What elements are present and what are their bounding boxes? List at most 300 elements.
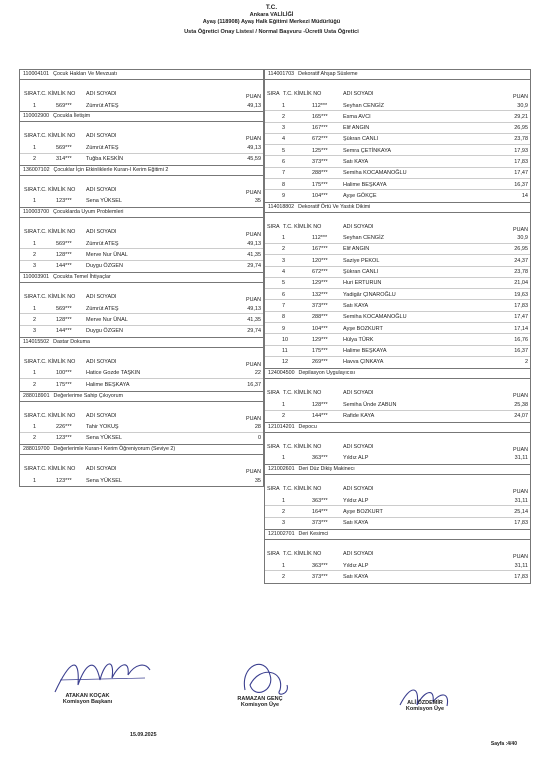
column-header-name: ADI SOYADI [343,486,374,493]
score: 31,11 [514,455,528,462]
tc-id: 144*** [56,263,72,270]
person-name: Seyhan CENGİZ [343,102,384,109]
document-header [0,4,543,36]
column-header-sira: SIRA [24,186,37,193]
table-row [265,495,530,506]
table-row [265,111,530,122]
score: 30,9 [517,235,528,242]
course-name: Çocukta Temel İhtiyaçlar [53,274,111,281]
tc-id: 129*** [312,336,328,343]
column-header-tc: T.C. KİMLİK NO [283,486,322,493]
person-name: Elif ANGIN [343,246,370,253]
score: 17,83 [514,573,528,580]
tc-id: 128*** [56,316,72,323]
person-name: Duygu ÖZGEN [86,328,123,335]
tc-id: 167*** [312,125,328,132]
column-header-sira: SIRA [24,91,37,97]
signature-block-2 [215,696,305,708]
course-name: Dekoratif Örtü Ve Yastık Dikimi [298,203,371,210]
score: 49,13 [247,102,261,109]
course-code: 136007102 [23,166,50,173]
score: 26,95 [514,246,528,253]
column-header-tc: T.C. KİMLİK NO [37,466,76,473]
table-row [265,518,530,529]
row-number: 7 [282,302,286,309]
column-header-tc: T.C. KİMLİK NO [283,551,322,558]
column-header-name: ADI SOYADI [86,358,117,365]
table-row [265,255,530,266]
person-name: Semra ÇETİNKAYA [343,147,392,154]
course-name: Dekoratif Ahşap Süsleme [298,71,358,77]
table-row [20,314,263,325]
tc-id: 373*** [312,158,328,165]
tc-id: 144*** [56,328,72,335]
person-name: Ayşe BOZKURT [343,325,383,332]
person-name: Şükran CANLI [343,136,379,143]
table-row [265,453,530,464]
course-title [265,369,530,379]
tc-id: 128*** [56,251,72,258]
column-header-sira: SIRA [24,133,37,140]
person-name: Sena YÜKSEL [86,477,122,484]
score: 23,78 [514,269,528,276]
score: 35 [254,198,261,205]
signatory-name: RAMAZAN GENÇ [237,696,283,702]
column-header-tc: T.C. KİMLİK NO [283,443,322,450]
table-header [265,385,530,399]
right-column [264,69,531,584]
table-row [20,261,263,272]
left-column [19,69,264,487]
table-row [265,571,530,582]
score: 17,47 [514,314,528,321]
row-number: 2 [282,246,286,253]
score: 21,04 [514,280,528,287]
column-header-name: ADI SOYADI [343,91,374,97]
table-row [20,196,263,207]
course-title [265,530,530,540]
tc-id: 269*** [312,359,328,366]
header-line-list-title: Usta Öğretici Onay Listesi / Normal Başvuru -Ücretli Usta Öğretici [184,29,359,35]
row-number: 3 [33,328,37,335]
row-number: 1 [282,235,286,242]
table-header [265,546,530,560]
row-number: 3 [282,520,286,527]
header-line-valilik: Ankara VALİLİĞİ [249,12,294,18]
table-header [20,86,263,100]
tc-id: 373*** [312,573,328,580]
score: 25,14 [514,508,528,515]
course-title [20,208,263,218]
tc-id: 167*** [312,246,328,253]
score: 16,37 [514,181,528,188]
score: 45,59 [247,156,261,163]
row-number: 3 [33,263,37,270]
signature-scribble-1 [50,650,160,698]
score: 49,13 [247,305,261,312]
tc-id: 112*** [312,235,328,242]
row-number: 7 [282,170,286,177]
course-section [19,392,264,446]
row-number: 9 [282,192,286,199]
column-header-name: ADI SOYADI [343,551,374,558]
row-number: 2 [282,413,286,420]
column-header-tc: T.C. KİMLİK NO [37,91,76,97]
person-name: Satı KAYA [343,520,369,527]
row-number: 1 [282,497,286,504]
column-header-tc: T.C. KİMLİK NO [37,229,76,236]
column-header-score: PUAN [246,415,261,422]
column-header-sira: SIRA [267,91,280,97]
course-name: Çocuklarda Uyum Problemleri [53,209,124,216]
table-row [265,323,530,334]
table-row [265,560,530,571]
course-name: Çocukla İletişim [53,113,91,120]
tc-id: 569*** [56,102,72,109]
person-name: Merve Nur ÜNAL [86,251,128,258]
course-section [264,423,531,465]
row-number: 2 [33,381,37,388]
signatory-name: ATAKAN KOÇAK [65,693,110,699]
person-name: Satı KAYA [343,573,369,580]
row-number: 2 [282,573,286,580]
table-row [265,312,530,323]
tc-id: 128*** [312,401,328,408]
row-number: 4 [282,269,286,276]
score: 16,37 [247,381,261,388]
row-number: 2 [33,435,37,442]
person-name: Ayşe BOZKURT [343,508,383,515]
table-header [20,354,263,368]
table-header [20,224,263,238]
table-row [265,267,530,278]
row-number: 11 [282,348,288,355]
score: 31,11 [514,497,528,504]
course-code: 110002900 [23,113,50,120]
table-row [265,399,530,410]
row-number: 1 [282,401,286,408]
column-header-tc: T.C. KİMLİK NO [283,390,322,397]
table-row [265,156,530,167]
score: 24,07 [514,413,528,420]
person-name: Yıldız ALP [343,455,369,462]
score: 23,78 [514,136,528,143]
page-number: Sayfa :4/40 [490,741,517,747]
score: 17,47 [514,170,528,177]
person-name: Sena YÜKSEL [86,198,122,205]
course-title [265,70,530,80]
tc-id: 123*** [56,477,72,484]
person-name: Elif ANGIN [343,125,370,132]
course-section [19,69,264,112]
course-section [264,465,531,530]
course-section [19,208,264,273]
score: 16,37 [514,348,528,355]
score: 25,38 [514,401,528,408]
table-header [20,182,263,196]
score: 41,35 [247,251,261,258]
person-name: Duygu ÖZGEN [86,263,123,270]
score: 17,14 [514,325,528,332]
person-name: Zümrüt ATEŞ [86,305,119,312]
column-header-tc: T.C. KİMLİK NO [37,133,76,140]
column-header-score: PUAN [513,94,528,100]
column-header-name: ADI SOYADI [86,412,117,419]
column-header-sira: SIRA [24,229,37,236]
row-number: 8 [282,314,286,321]
row-number: 1 [33,305,37,312]
table-row [20,249,263,260]
person-name: Havva ÇINKAYA [343,359,384,366]
course-name: Çocuk Hakları Ve Mevzuatı [53,71,118,77]
row-number: 1 [33,424,37,431]
course-name: Deri Düz Dikiş Makinecı [298,466,355,473]
table-row [265,357,530,368]
tc-id: 569*** [56,240,72,247]
score: 29,21 [514,113,528,120]
course-code: 110003700 [23,209,50,216]
column-header-sira: SIRA [267,443,280,450]
course-section [264,369,531,423]
header-line-institution: Ayaş (118908) Ayaş Halk Eğitimi Merkezi Müdürlüğü [202,19,341,25]
signature-block-1 [40,693,135,705]
table-row [265,100,530,111]
row-number: 1 [33,102,37,109]
column-header-score: PUAN [513,226,528,233]
course-code: 124004500 [268,370,295,377]
tc-id: 123*** [56,198,72,205]
person-name: Hülya TÜRK [343,336,374,343]
course-code: 121014201 [268,423,295,430]
course-code: 288019700 [23,446,50,453]
column-header-sira: SIRA [267,223,280,230]
signatory-role: Komisyon Başkanı [62,699,113,705]
score: 49,13 [247,144,261,151]
tc-id: 175*** [56,381,72,388]
row-number: 8 [282,181,286,188]
course-title [20,112,263,122]
row-number: 1 [282,455,286,462]
table-row [265,300,530,311]
course-name: Depilasyon Uygulayıcısı [298,370,356,377]
tc-id: 569*** [56,144,72,151]
course-code: 114015502 [23,338,50,345]
signatory-name: ALİ ÖZDEMİR [407,700,443,706]
tc-id: 132*** [312,291,328,298]
column-header-sira: SIRA [267,551,280,558]
tc-id: 125*** [312,147,328,154]
table-row [265,145,530,156]
row-number: 1 [33,240,37,247]
column-header-score: PUAN [246,189,261,196]
score: 29,74 [247,263,261,270]
column-header-name: ADI SOYADI [86,294,117,301]
table-row [265,346,530,357]
table-header [20,408,263,422]
signatory-role: Komisyon Üye [240,702,280,708]
row-number: 1 [33,144,37,151]
table-header [265,219,530,233]
column-header-sira: SIRA [24,412,37,419]
tc-id: 104*** [312,325,328,332]
column-header-score: PUAN [513,446,528,453]
score: 22 [254,370,261,377]
table-header [20,128,263,142]
column-header-name: ADI SOYADI [86,186,117,193]
course-title [20,70,263,80]
column-header-score: PUAN [246,94,261,100]
person-name: Halime BEŞKAYA [86,381,130,388]
score: 0 [257,435,261,442]
row-number: 1 [33,370,37,377]
course-code: 114001703 [268,71,295,77]
table-row [20,326,263,337]
row-number: 1 [282,102,286,109]
row-number: 6 [282,291,286,298]
column-header-name: ADI SOYADI [343,443,374,450]
course-code: 288018901 [23,392,50,399]
column-header-score: PUAN [246,469,261,476]
column-header-name: ADI SOYADI [343,223,374,230]
table-row [265,179,530,190]
score: 30,9 [517,102,528,109]
person-name: Halime BEŞKAYA [343,348,387,355]
course-section [264,69,531,203]
person-name: Satı KAYA [343,302,369,309]
column-header-tc: T.C. KİMLİK NO [37,412,76,419]
table-row [20,433,263,444]
table-row [20,368,263,379]
table-row [265,244,530,255]
column-header-tc: T.C. KİMLİK NO [283,91,322,97]
tc-id: 288*** [312,314,328,321]
person-name: Halime BEŞKAYA [343,181,387,188]
table-row [20,100,263,111]
person-name: Semiha KOCAMANOĞLU [343,314,407,321]
person-name: Yadigâr ÇINAROĞLU [343,291,396,298]
row-number: 1 [33,477,37,484]
tc-id: 165*** [312,113,328,120]
column-header-score: PUAN [246,297,261,304]
score: 29,74 [247,328,261,335]
column-header-sira: SIRA [267,390,280,397]
score: 2 [524,359,528,366]
person-name: Tuğba KESKİN [86,156,124,163]
course-code: 110004101 [23,71,50,77]
table-row [20,238,263,249]
tc-id: 672*** [312,269,328,276]
table-row [20,154,263,165]
column-header-score: PUAN [513,489,528,496]
table-row [265,190,530,201]
row-number: 10 [282,336,289,343]
course-code: 121002601 [268,466,295,473]
score: 14 [521,192,528,199]
tc-id: 363*** [312,497,328,504]
row-number: 5 [282,280,286,287]
course-code: 110003901 [23,274,50,281]
row-number: 9 [282,325,286,332]
person-name: Semiha KOCAMANOĞLU [343,170,407,177]
table-row [20,142,263,153]
row-number: 1 [33,198,37,205]
person-name: Merve Nur ÜNAL [86,316,128,323]
course-section [19,445,264,487]
person-name: Zümrüt ATEŞ [86,102,119,109]
row-number: 2 [33,316,37,323]
header-line-tc: T.C. [265,4,278,11]
score: 16,76 [514,336,528,343]
tc-id: 175*** [312,181,328,188]
column-header-name: ADI SOYADI [86,133,117,140]
person-name: Yıldız ALP [343,562,369,569]
score: 24,37 [514,257,528,264]
tc-id: 112*** [312,102,328,109]
course-title [265,203,530,213]
table-row [20,422,263,433]
course-section [19,273,264,338]
table-row [265,334,530,345]
column-header-score: PUAN [246,361,261,368]
course-section [19,338,264,392]
document-date: 15.09.2025 [130,732,157,738]
column-header-sira: SIRA [24,466,37,473]
course-name: Değerlerimle Kuran-I Kerim Öğreniyorum (Seviye 2) [53,446,176,453]
column-header-name: ADI SOYADI [343,390,374,397]
table-row [20,475,263,486]
tc-id: 144*** [312,413,328,420]
course-code: 114018802 [268,203,295,210]
course-title [20,392,263,402]
tc-id: 129*** [312,280,328,287]
tc-id: 104*** [312,192,328,199]
score: 35 [254,477,261,484]
column-header-score: PUAN [246,136,261,143]
column-header-tc: T.C. KİMLİK NO [37,358,76,365]
column-header-sira: SIRA [24,294,37,301]
person-name: Satı KAYA [343,158,369,165]
column-header-name: ADI SOYADI [86,229,117,236]
course-section [19,112,264,166]
table-header [20,289,263,303]
tc-id: 373*** [312,520,328,527]
table-row [265,168,530,179]
table-row [265,233,530,244]
tc-id: 672*** [312,136,328,143]
tc-id: 288*** [312,170,328,177]
table-row [20,379,263,390]
column-header-score: PUAN [513,393,528,400]
person-name: Rafide KAYA [343,413,375,420]
tc-id: 100*** [56,370,72,377]
person-name: Yıldız ALP [343,497,369,504]
table-header [20,461,263,475]
score: 41,35 [247,316,261,323]
score: 17,83 [514,520,528,527]
tc-id: 569*** [56,305,72,312]
course-name: Değerlerime Sahip Çıkıyorum [53,392,123,399]
score: 17,93 [514,147,528,154]
person-name: Semiha Ünde ZABUN [343,401,397,408]
course-name: Depocu [298,423,317,430]
column-header-name: ADI SOYADI [86,466,117,473]
person-name: Esma AVCI [343,113,371,120]
row-number: 12 [282,359,289,366]
score: 19,63 [514,291,528,298]
course-name: Deri Kesimci [298,531,329,538]
signature-block-3 [380,700,470,712]
tc-id: 120*** [312,257,328,264]
